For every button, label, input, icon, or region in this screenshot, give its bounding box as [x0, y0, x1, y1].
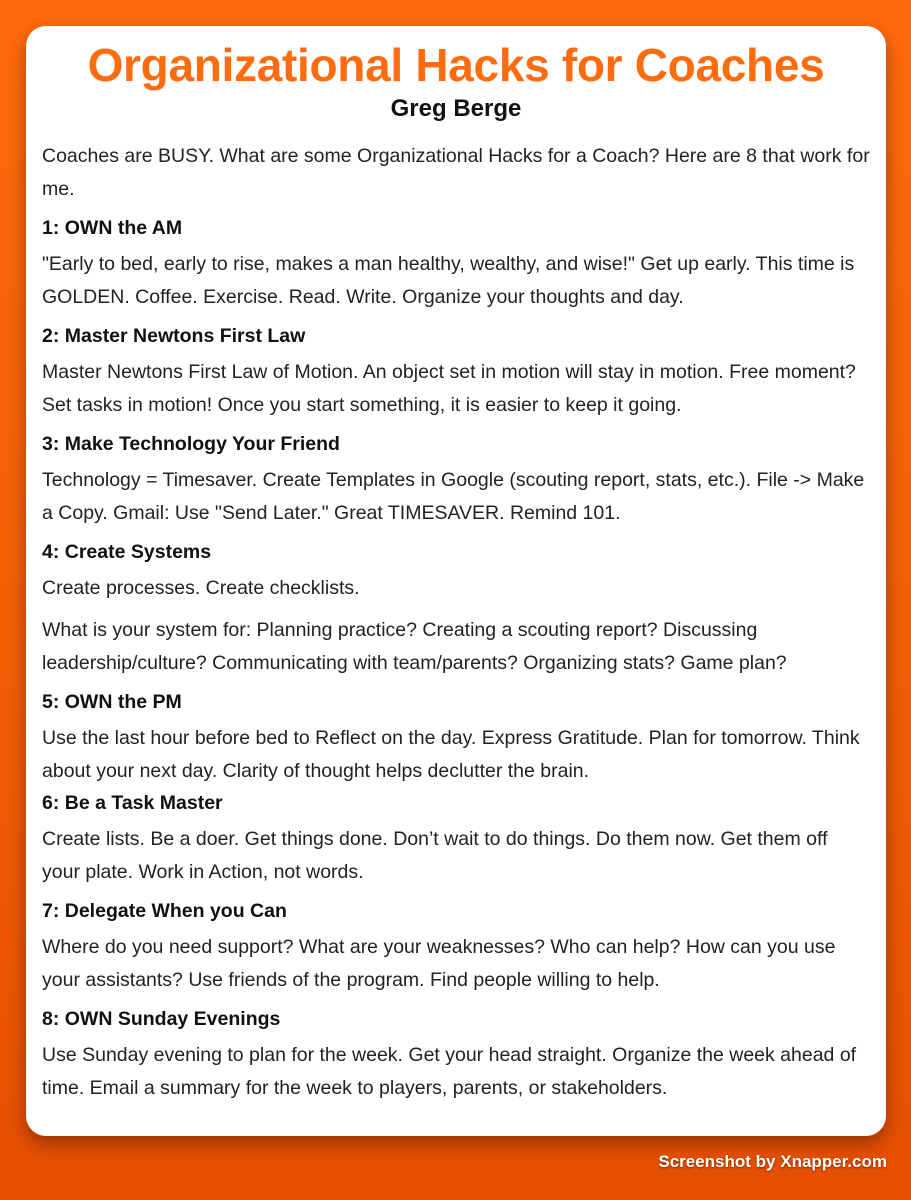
section-paragraph: Master Newtons First Law of Motion. An object set in motion will stay in motion. Free moment? Set tasks in motion! Once you start something, it is easier to keep it going. — [42, 361, 856, 416]
section-6 — [42, 790, 870, 889]
section-heading: 6: Be a Task Master — [42, 792, 223, 814]
section-2 — [42, 323, 870, 422]
section-paragraph: Technology = Timesaver. Create Templates in Google (scouting report, stats, etc.). File -> Make a Copy. Gmail: Use "Send Later." Great TIMESAVER. Remind 101. — [42, 469, 865, 524]
section-4 — [42, 539, 870, 680]
section-heading: 8: OWN Sunday Evenings — [42, 1008, 281, 1030]
section-paragraph: Create processes. Create checklists. — [42, 577, 360, 599]
section-5 — [42, 689, 870, 788]
section-paragraph: "Early to bed, early to rise, makes a man healthy, wealthy, and wise!" Get up early. This time is GOLDEN. Coffee. Exercise. Read. Write. Organize your thoughts and day. — [42, 253, 855, 308]
section-paragraph: Use Sunday evening to plan for the week. Get your head straight. Organize the week ahead of time. Email a summary for the week to players, parents, or stakeholders. — [42, 1044, 857, 1099]
section-heading: 1: OWN the AM — [42, 217, 183, 239]
section-3 — [42, 431, 870, 530]
intro-paragraph: Coaches are BUSY. What are some Organizational Hacks for a Coach? Here are 8 that work for me. — [42, 145, 870, 200]
section-1 — [42, 215, 870, 314]
document-title: Organizational Hacks for Coaches — [87, 39, 825, 91]
section-heading: 3: Make Technology Your Friend — [42, 433, 340, 455]
section-heading: 5: OWN the PM — [42, 691, 182, 713]
document-card — [26, 26, 886, 1136]
watermark-text: Screenshot by Xnapper.com — [658, 1152, 887, 1171]
section-paragraph: Where do you need support? What are your weaknesses? Who can help? How can you use your assistants? Use friends of the program. Find people willing to help. — [42, 936, 836, 991]
section-heading: 4: Create Systems — [42, 541, 212, 563]
section-paragraph: Use the last hour before bed to Reflect on the day. Express Gratitude. Plan for tomorrow. Think about your next day. Clarity of thought helps declutter the brain. — [42, 727, 860, 782]
section-7 — [42, 898, 870, 997]
section-heading: 2: Master Newtons First Law — [42, 325, 306, 347]
section-paragraph: What is your system for: Planning practice? Creating a scouting report? Discussing leadership/culture? Communicating with team/parents? Organizing stats? Game plan? — [42, 619, 787, 674]
section-8 — [42, 1006, 870, 1105]
section-paragraph: Create lists. Be a doer. Get things done. Don’t wait to do things. Do them now. Get them off your plate. Work in Action, not words. — [42, 828, 828, 883]
author-name: Greg Berge — [390, 95, 522, 122]
section-heading: 7: Delegate When you Can — [42, 900, 287, 922]
